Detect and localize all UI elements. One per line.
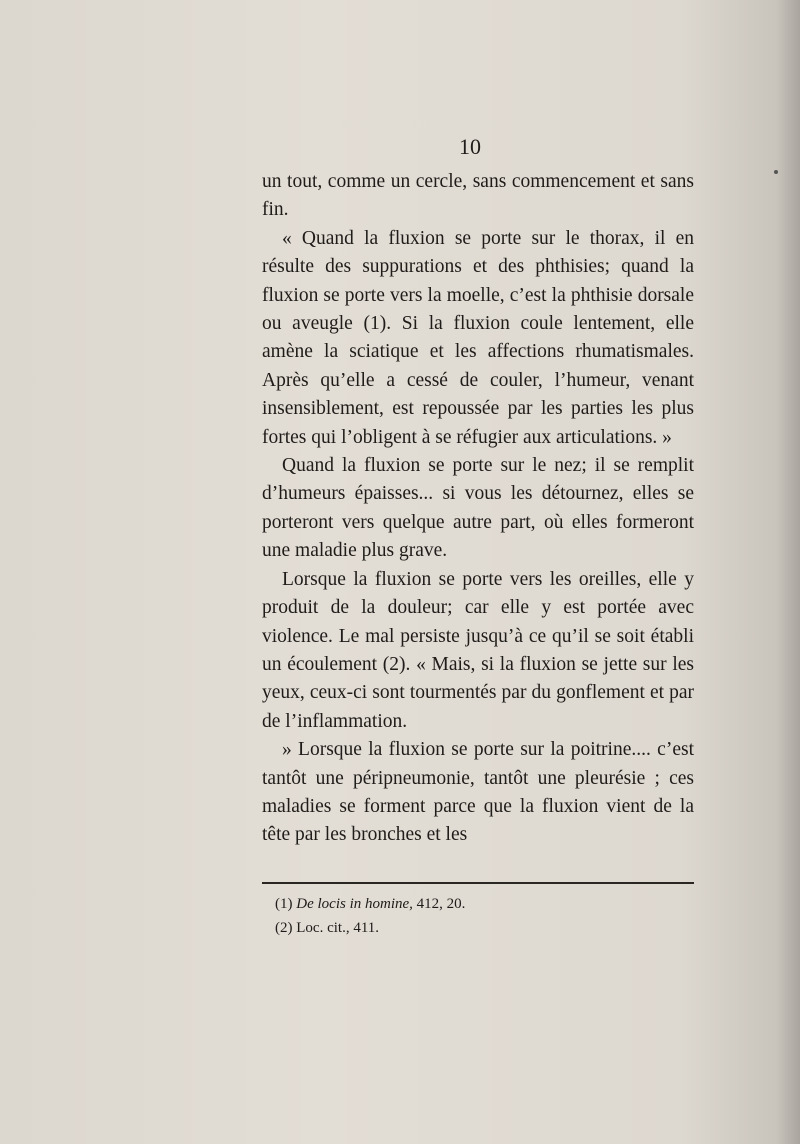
footnote-1 [275, 892, 695, 916]
paragraph-3: Quand la fluxion se porte sur le nez; il se remplit d’humeurs épaisses... si vous les détournez, elles se porteront vers quelque autre part, où elles formeront une maladie plus grave. [262, 455, 694, 562]
footnote-1-title: De locis in homine, [296, 896, 413, 912]
body-text [262, 168, 694, 850]
paper-speck [774, 170, 778, 174]
footnote-2-marker: (2) [275, 920, 293, 936]
footnote-rule [262, 882, 694, 884]
footnote-2-ref: Loc. cit., 411. [296, 920, 380, 936]
footnotes [275, 892, 695, 940]
paragraph-5: » Lorsque la fluxion se porte sur la poitrine.... c’est tantôt une péripneumonie, tantôt une pleurésie ; ces maladies se forment parce que la fluxion vient de la tête par les bronches et les [262, 739, 694, 846]
paragraph-1: un tout, comme un cercle, sans commencement et sans fin. [262, 171, 694, 221]
paragraph-2: « Quand la fluxion se porte sur le thorax, il en résulte des suppurations et des phthisies; quand la fluxion se porte vers la moelle, c’est la phthisie dorsale ou aveugle (1). Si la fluxion coule lentement, elle amène la sciatique et les affections rhumatismales. Après qu’elle a cessé de couler, l’humeur, venant insensiblement, est repoussée par les parties les plus fortes qui l’obligent à se réfugier aux articulations. » [262, 227, 694, 448]
footnote-2 [275, 916, 695, 940]
page-number: 10 [459, 134, 481, 159]
paragraph-4: Lorsque la fluxion se porte vers les oreilles, elle y produit de la douleur; car elle y est portée avec violence. Le mal persiste jusqu’à ce qu’il se soit établi un écoulement (2). « Mais, si la fluxion se jette sur les yeux, ceux-ci sont tourmentés par du gonflement et par de l’inflammation. [262, 568, 694, 732]
footnote-1-ref: 412, 20. [416, 896, 466, 912]
footnote-1-marker: (1) [275, 896, 293, 912]
